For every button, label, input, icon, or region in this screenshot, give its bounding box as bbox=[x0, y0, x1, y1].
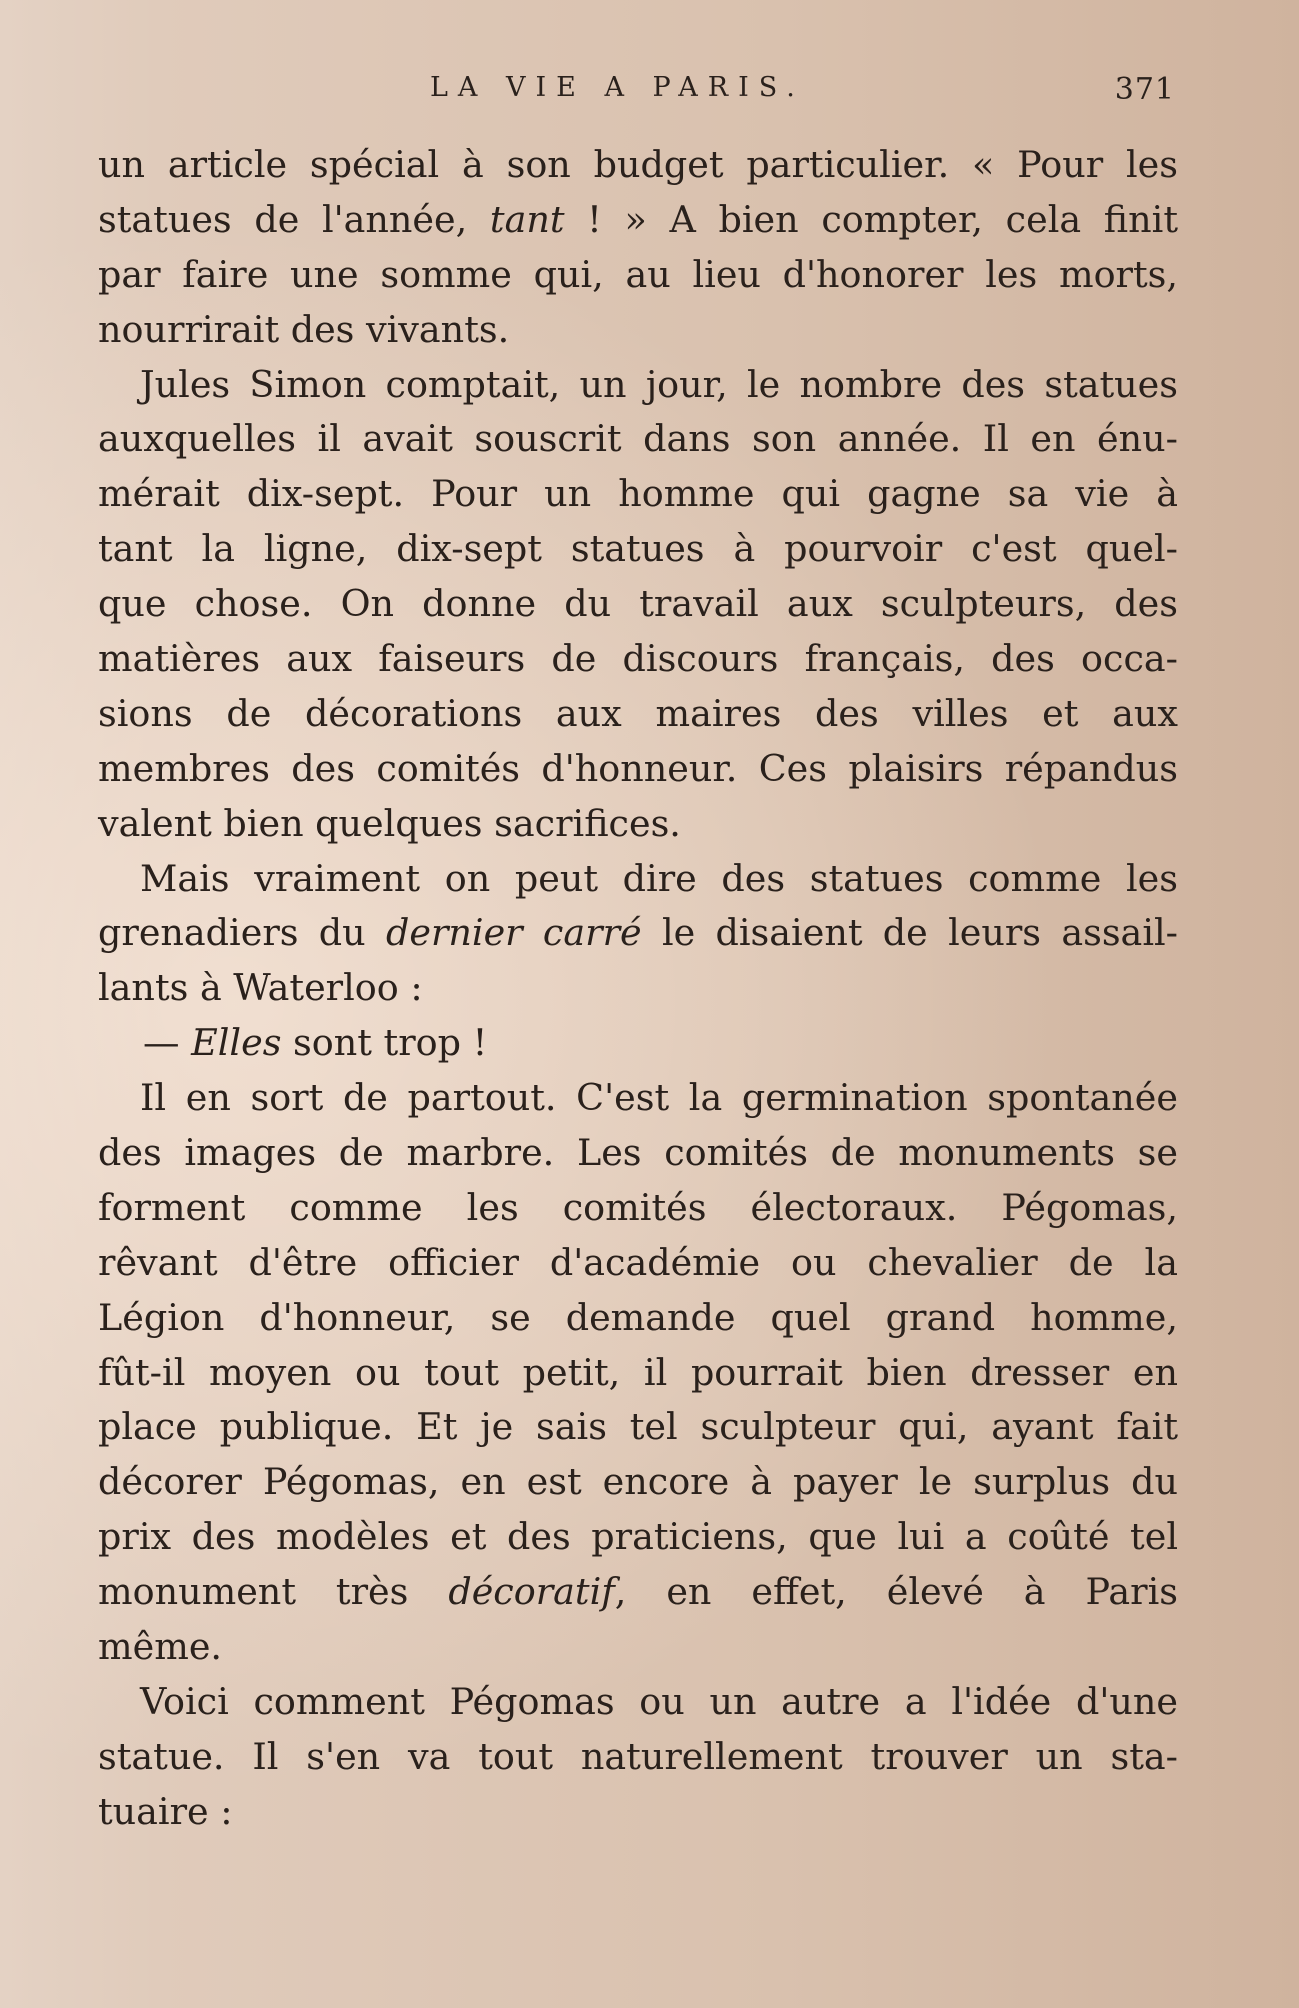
text-line: Légion d'honneur, se demande quel grand homme, bbox=[98, 1295, 1178, 1339]
text-line: prix des modèles et des praticiens, que lui a coûté tel bbox=[98, 1515, 1178, 1559]
text-line: tuaire : bbox=[98, 1789, 233, 1833]
text-line: tant la ligne, dix-sept statues à pourvoir c'est quel- bbox=[98, 527, 1178, 571]
italic-word: Elles bbox=[191, 1021, 282, 1065]
text-line: Voici comment Pégomas ou un autre a l'idée d'une bbox=[140, 1679, 1178, 1723]
text-line: rêvant d'être officier d'académie ou chevalier de la bbox=[98, 1240, 1178, 1284]
text-line: lants à Waterloo : bbox=[98, 966, 423, 1010]
text-line: décorer Pégomas, en est encore à payer le surplus du bbox=[98, 1460, 1178, 1504]
text-line: forment comme les comités électoraux. Pégomas, bbox=[98, 1185, 1178, 1229]
text-line: des images de marbre. Les comités de monuments se bbox=[98, 1131, 1178, 1175]
text-line: statues de l'année, tant ! » A bien compter, cela finit bbox=[98, 197, 1179, 241]
italic-word: décoratif bbox=[448, 1570, 615, 1614]
text-line: que chose. On donne du travail aux sculpteurs, des bbox=[98, 582, 1178, 626]
text-line: nourrirait des vivants. bbox=[98, 307, 510, 351]
text-line: Jules Simon comptait, un jour, le nombre des statues bbox=[140, 362, 1178, 406]
text-line: matières aux faiseurs de discours français, des occa- bbox=[98, 637, 1178, 681]
text-line: par faire une somme qui, au lieu d'honorer les morts, bbox=[98, 252, 1178, 296]
text-line: monument très décoratif, en effet, élevé à Paris bbox=[98, 1570, 1179, 1614]
text-line: place publique. Et je sais tel sculpteur qui, ayant fait bbox=[98, 1405, 1178, 1449]
italic-phrase: dernier carré bbox=[385, 911, 642, 955]
italic-word: tant bbox=[489, 197, 565, 241]
text-line: Il en sort de partout. C'est la germination spontanée bbox=[140, 1076, 1178, 1120]
text-line: statue. Il s'en va tout naturellement trouver un sta- bbox=[98, 1734, 1178, 1778]
text-line: mérait dix-sept. Pour un homme qui gagne sa vie à bbox=[98, 472, 1178, 516]
page-number: 371 bbox=[1114, 72, 1175, 107]
text-line: grenadiers du dernier carré le disaient de leurs assail- bbox=[98, 911, 1179, 955]
text-line: auxquelles il avait souscrit dans son année. Il en énu- bbox=[98, 417, 1178, 461]
text-line: valent bien quelques sacrifices. bbox=[98, 801, 681, 845]
text-line: sions de décorations aux maires des villes et aux bbox=[98, 691, 1178, 735]
text-line: même. bbox=[98, 1625, 223, 1669]
text-line: fût-il moyen ou tout petit, il pourrait bien dresser en bbox=[98, 1350, 1178, 1394]
text-line: Mais vraiment on peut dire des statues comme les bbox=[140, 856, 1178, 900]
text-line: membres des comités d'honneur. Ces plaisirs répandus bbox=[98, 746, 1178, 790]
page-header bbox=[100, 72, 1175, 112]
dialogue-line: — Elles sont trop ! bbox=[143, 1021, 488, 1065]
body-text bbox=[98, 138, 1178, 1840]
running-title: LA VIE A PARIS. bbox=[430, 72, 805, 103]
text-line: un article spécial à son budget particulier. « Pour les bbox=[98, 143, 1178, 186]
